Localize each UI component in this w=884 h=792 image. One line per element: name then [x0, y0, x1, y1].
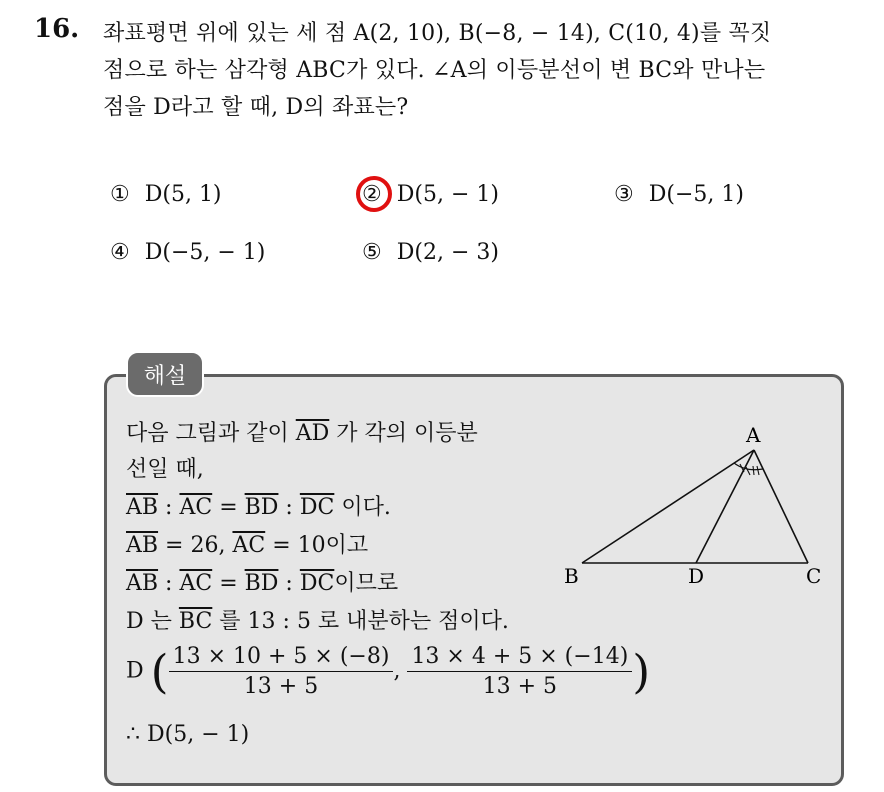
text: 를 13 : 5 로 내분하는 점이다. [212, 609, 509, 634]
solution-line-2: 선일 때, [126, 457, 204, 482]
solution-line-1 [126, 416, 478, 447]
segment-ac: $\overline{AC}$ [179, 571, 213, 596]
choice-mark: ⑤ [362, 240, 382, 265]
text: = 10이고 [265, 533, 369, 558]
choice-5[interactable] [362, 240, 499, 265]
text: 이다. [334, 495, 391, 520]
solution-line-4 [126, 528, 368, 559]
fraction-x-numerator: 13 × 10 + 5 × (−8) [169, 644, 394, 672]
angle-tick [757, 466, 759, 475]
choice-1[interactable] [110, 182, 222, 207]
label-d: D [688, 564, 705, 588]
side-ac [754, 450, 808, 563]
solution-line-7-formula [126, 644, 650, 699]
segment-dc: $\overline{DC}$ [299, 571, 335, 596]
segment-ac: $\overline{AC}$ [232, 533, 266, 558]
question-line-3: 점을 D라고 할 때, D의 좌표는? [103, 95, 409, 120]
segment-bc: $\overline{BC}$ [178, 609, 213, 634]
solution-line-5 [126, 566, 398, 597]
text: D 는 [126, 609, 179, 634]
segment-ab: $\overline{AB}$ [126, 495, 159, 520]
segment-ab: $\overline{AB}$ [126, 533, 159, 558]
segment-bd: $\overline{BD}$ [244, 495, 279, 520]
segment-ac: $\overline{AC}$ [179, 495, 213, 520]
segment-dc: $\overline{DC}$ [299, 495, 335, 520]
solution-line-6 [126, 604, 509, 635]
comma: , [393, 658, 408, 684]
solution-line-3 [126, 490, 391, 521]
choice-mark: ④ [110, 240, 130, 265]
choice-mark: ② [362, 182, 382, 207]
angle-tick [746, 467, 750, 475]
equals: = [212, 571, 245, 596]
text: 가 각의 이등분 [329, 421, 478, 446]
angle-arc [734, 463, 763, 470]
right-paren: ) [632, 644, 651, 699]
choice-4[interactable] [110, 240, 265, 265]
question-line-1: 좌표평면 위에 있는 세 점 A(2, 10), B(−8, − 14), C(10, 4)를 꼭짓 [103, 21, 772, 46]
choice-text: D(5, − 1) [396, 182, 499, 207]
text: 다음 그림과 같이 [126, 421, 296, 446]
colon: : [158, 571, 180, 596]
choice-text: D(5, 1) [144, 182, 222, 207]
text: 이므로 [334, 571, 399, 596]
colon: : [158, 495, 180, 520]
segment-ad: $\overline{AD}$ [295, 421, 330, 446]
bisector-ad [696, 450, 754, 563]
choice-mark: ③ [614, 182, 634, 207]
label-b: B [564, 564, 579, 588]
choice-text: D(−5, 1) [648, 182, 744, 207]
fraction-y [407, 644, 632, 699]
answer-circle-mark [356, 176, 392, 212]
equals: = [212, 495, 245, 520]
label-a: A [746, 423, 761, 447]
fraction-y-numerator: 13 × 4 + 5 × (−14) [407, 644, 632, 672]
choice-text: D(−5, − 1) [144, 240, 266, 265]
question-number: 16. [34, 14, 80, 44]
label-c: C [806, 564, 822, 588]
segment-ab: $\overline{AB}$ [126, 571, 159, 596]
fraction-x [169, 644, 394, 699]
triangle-diagram [560, 420, 840, 590]
solution-tab: 해설 [126, 351, 204, 397]
question-line-2: 점으로 하는 삼각형 ABC가 있다. ∠A의 이등분선이 변 BC와 만나는 [103, 58, 766, 83]
choice-text: D(2, − 3) [396, 240, 499, 265]
left-paren: ( [150, 644, 169, 699]
choice-mark: ① [110, 182, 130, 207]
fraction-x-denominator: 13 + 5 [243, 674, 319, 699]
segment-bd: $\overline{BD}$ [244, 571, 279, 596]
fraction-y-denominator: 13 + 5 [482, 674, 558, 699]
angle-tick [753, 466, 754, 475]
side-ab [582, 450, 754, 563]
choice-3[interactable] [614, 182, 744, 207]
solution-line-8-conclusion: ∴ D(5, − 1) [126, 722, 250, 747]
text: = 26, [158, 533, 233, 558]
colon: : [278, 571, 300, 596]
point-d-label: D [126, 658, 144, 684]
colon: : [278, 495, 300, 520]
